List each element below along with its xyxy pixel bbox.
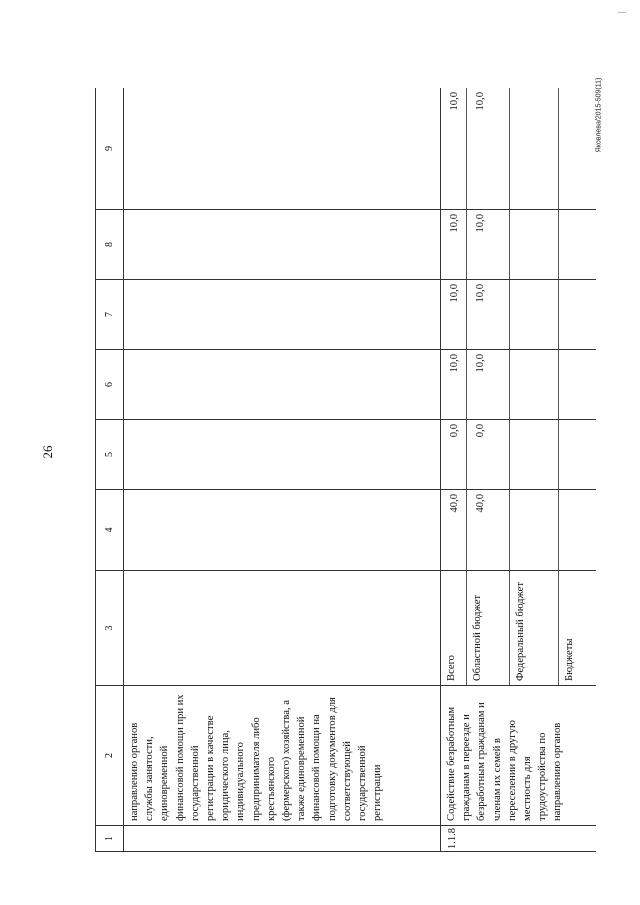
value-total-8: 10,0 xyxy=(449,214,460,233)
value-cell xyxy=(124,280,441,350)
header-cell-8: 8 xyxy=(96,210,124,280)
value-cell xyxy=(124,490,441,571)
program-table-frame xyxy=(95,88,596,852)
program-table xyxy=(95,88,596,852)
value-cell xyxy=(124,350,441,420)
value-cell xyxy=(124,420,441,490)
value-regional-5: 0,0 xyxy=(475,424,486,438)
header-cell-9: 9 xyxy=(96,88,124,210)
value-regional-4: 40,0 xyxy=(475,494,486,513)
value-column-8 xyxy=(441,210,597,280)
funding-source-total: Всего xyxy=(446,655,457,681)
header-cell-1: 1 xyxy=(96,826,124,852)
header-cell-4: 4 xyxy=(96,490,124,571)
funding-source-regional: Областной бюджет xyxy=(472,594,483,681)
value-total-6: 10,0 xyxy=(449,354,460,373)
funding-source-local: Бюджеты xyxy=(564,638,575,681)
row-number: 1.1.8 xyxy=(447,827,458,850)
value-column-9 xyxy=(441,88,597,210)
value-cell xyxy=(124,88,441,210)
document-footer-id: Яковлева/2015-509(11) xyxy=(595,77,603,153)
measure-description-cell xyxy=(441,686,597,826)
value-total-4: 40,0 xyxy=(449,494,460,513)
header-cell-5: 5 xyxy=(96,420,124,490)
table-row-1-1-8 xyxy=(441,88,597,852)
value-regional-8: 10,0 xyxy=(475,214,486,233)
funding-source-federal: Федеральный бюджет xyxy=(515,581,526,681)
funding-source-cell xyxy=(124,571,441,686)
value-column-6 xyxy=(441,350,597,420)
value-regional-6: 10,0 xyxy=(475,354,486,373)
header-cell-3: 3 xyxy=(96,571,124,686)
value-total-5: 0,0 xyxy=(449,424,460,438)
measure-description: направлению органов службы занятости, единовременной финансовой помощи при их государственной регистрации в качестве юридического лица, индивидуального предпринимателя либо крестьянского (фермерского) хозяйства, а также единовременной финансовой помощи на подготовку документов для соответствующей государственной регистрации xyxy=(129,694,384,821)
value-column-7 xyxy=(441,280,597,350)
funding-source-cell xyxy=(441,571,597,686)
header-cell-7: 7 xyxy=(96,280,124,350)
measure-description-cell xyxy=(124,686,441,826)
value-regional-7: 10,0 xyxy=(475,284,486,303)
row-number-cell xyxy=(124,826,441,852)
row-number-cell xyxy=(441,826,597,852)
value-regional-9: 10,0 xyxy=(475,92,486,111)
value-total-9: 10,0 xyxy=(449,92,460,111)
table-header-row xyxy=(96,88,124,852)
scan-mark xyxy=(618,12,626,13)
value-cell xyxy=(124,210,441,280)
table-row-continuation xyxy=(124,88,441,852)
value-column-5 xyxy=(441,420,597,490)
measure-description: Содействие безработным гражданам в переезде и безработным гражданам и членам их семей в переселении в другую местность для трудоустройства по направлению органов xyxy=(446,702,564,821)
value-column-4 xyxy=(441,490,597,571)
header-cell-2: 2 xyxy=(96,686,124,826)
value-total-7: 10,0 xyxy=(449,284,460,303)
header-cell-6: 6 xyxy=(96,350,124,420)
page-number: 26 xyxy=(40,445,55,459)
